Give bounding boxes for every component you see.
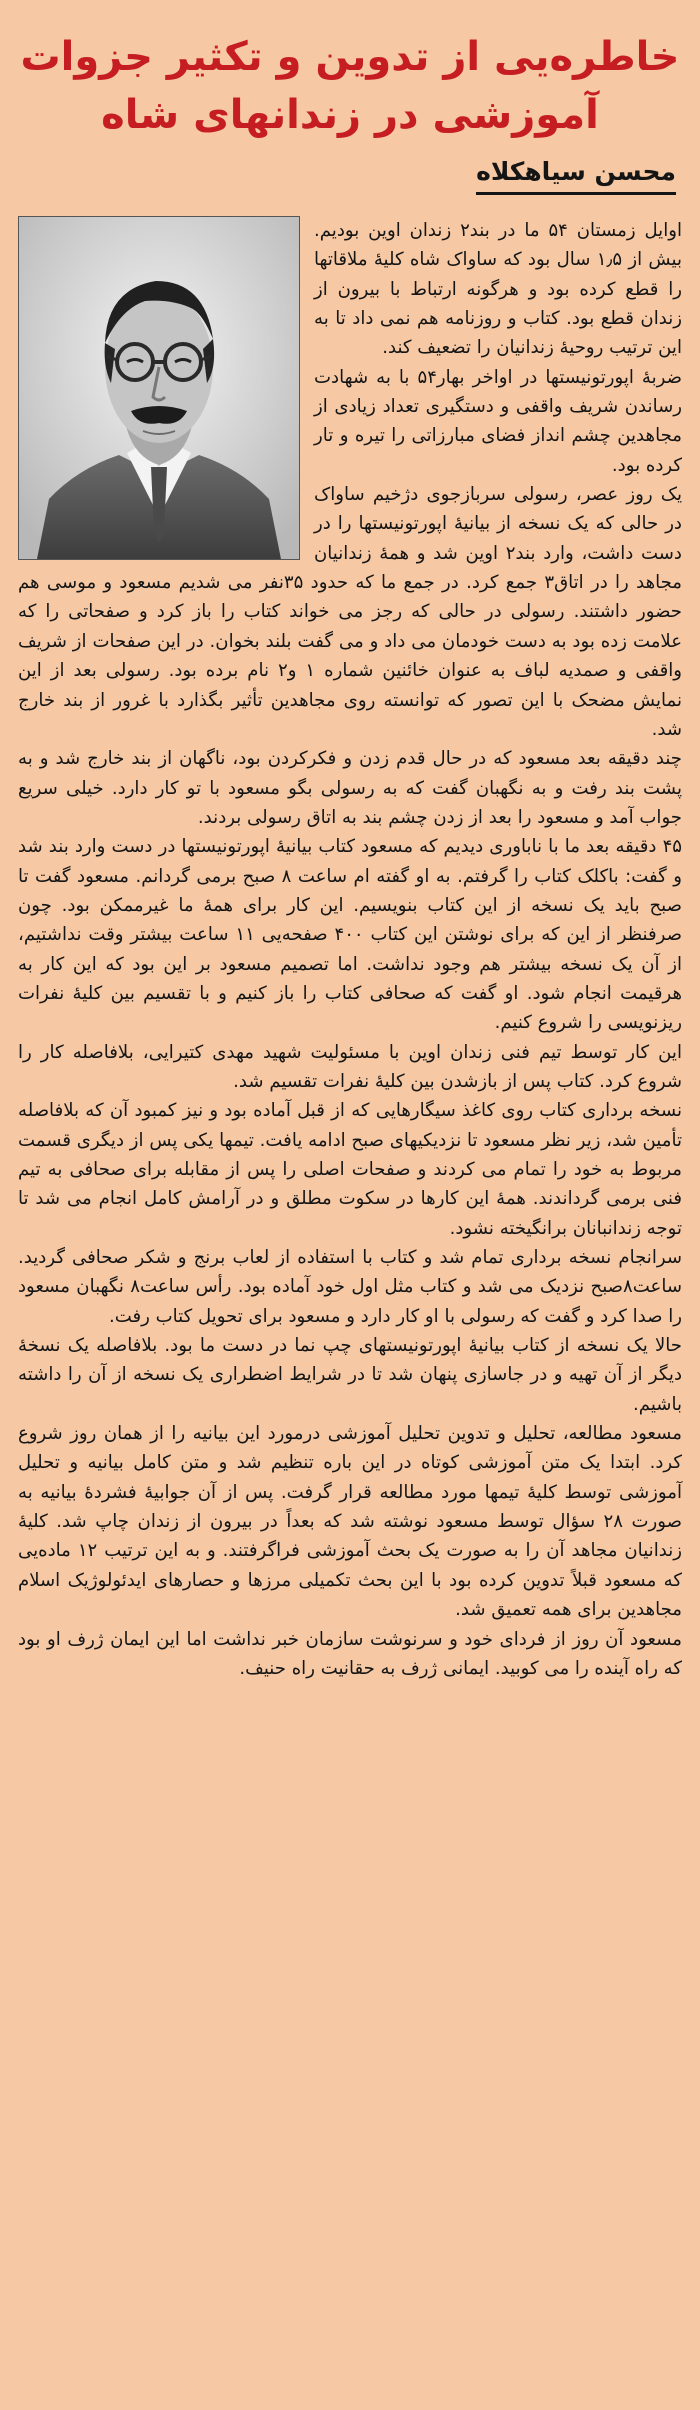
article-paragraph-4: چند دقیقه بعد مسعود که در حال قدم زدن و فکرکردن بود، ناگهان از بند خارج شد و به پشت بند رفت و به نگهبان گفت که به رسولی بگو مسعود با تو کار دارد. خیلی سریع جواب آمد و مسعود را بعد از زدن چشم بند به اتاق رسولی بردند. [18, 748, 682, 828]
article-paragraph-11: مسعود آن روز از فردای خود و سرنوشت سازمان خبر نداشت اما این ایمان ژرف او بود که راه آینده را می کوبید. ایمانی ژرف به حقانیت راه حنیف. [18, 1628, 682, 1679]
article-body [18, 216, 682, 1683]
article-paragraph-1: اوایل زمستان ۵۴ ما در بند۲ زندان اوین بودیم. بیش از ۱٫۵ سال بود که ساواک شاه کلیهٔ ملاقاتها را قطع کرده بود و هرگونه ارتباط با بیرون از زندان قطع بود. کتاب و روزنامه هم نمی داد تا به این ترتیب روحیهٔ زندانیان را تضعیف کند. [314, 220, 682, 359]
byline-row [18, 154, 682, 196]
article-paragraph-9: حالا یک نسخه از کتاب بیانیهٔ اپورتونیستهای چپ نما در دست ما بود. بلافاصله یک نسخهٔ دیگر از آن تهیه و در جاسازی پنهان شد تا در شرایط اضطراری یک نسخه از آن را داشته باشیم. [18, 1335, 682, 1415]
article-paragraph-6: این کار توسط تیم فنی زندان اوین با مسئولیت شهید مهدی کتیرایی، بلافاصله کار را شروع کرد. کتاب پس از بازشدن بین کلیهٔ نفرات تقسیم شد. [18, 1041, 682, 1092]
author-photo [18, 216, 300, 560]
article-title: خاطره‌یی از تدوین و تکثیر جزوات آموزشی در زندانهای شاه [20, 34, 680, 138]
article-paragraph-8: سرانجام نسخه برداری تمام شد و کتاب با استفاده از لعاب برنج و شکر صحافی گردید. ساعت۸صبح نزدیک می شد و کتاب مثل اول خود آماده بود. رأس ساعت۸ نگهبان مسعود را صدا کرد و گفت که رسولی با او کار دارد و مسعود برای تحویل کتاب رفت. [18, 1247, 682, 1327]
article-paragraph-7: نسخه برداری کتاب روی کاغذ سیگارهایی که از قبل آماده بود و نیز کمبود آن که بلافاصله تأمین شد، زیر نظر مسعود تا نزدیکیهای صبح ادامه یافت. تیمها یکی پس از دیگری قسمت مربوط به خود را تمام می کردند و صفحات اصلی را پس از مقابله برای صحافی به تیم فنی برمی گرداندند. همهٔ این کارها در سکوت مطلق و در آرامش کامل انجام می شد تا توجه زندانبانان برانگیخته نشود. [18, 1100, 682, 1239]
portrait-illustration [19, 217, 299, 559]
article-paragraph-3: یک روز عصر، رسولی سربازجوی دژخیم ساواک در حالی که یک نسخه از بیانیهٔ اپورتونیستها را در دست داشت، وارد بند۲ اوین شد و همهٔ زندانیان مجاهد را در اتاق۳ جمع کرد. در جمع ما که حدود ۳۵نفر می شدیم مسعود و موسی هم حضور داشتند. رسولی در حالی که رجز می خواند کتاب را باز کرد و صفحاتی را که علامت زده بود به دست خودمان می داد و می گفت بلند بخوان. در این صفحات از شریف واقفی و صمدیه لباف به عنوان خائنین شماره ۱ و۲ نام برده بود. رسولی بعد از این نمایش مضحک با این تصور که توانسته روی مجاهدین تأثیر بگذارد با غرور از بند خارج شد. [18, 484, 682, 740]
article-paragraph-2: ضربهٔ اپورتونیستها در اواخر بهار۵۴ با به شهادت رساندن شریف واقفی و دستگیری تعداد زیادی از مجاهدین چشم انداز فضای مبارزاتی را تیره و تار کرده بود. [314, 366, 682, 476]
article-paragraph-10: مسعود مطالعه، تحلیل و تدوین تحلیل آموزشی درمورد این بیانیه را از همان روز شروع کرد. ابتدا یک متن آموزشی کوتاه در این باره تنظیم شد و متن کامل بیانیه و تحلیل آموزشی توسط کلیهٔ تیمها مورد مطالعه قرار گرفت. پس از آن جوابیهٔ فشردهٔ بیانیه به صورت ۲۸ سؤال توسط مسعود نوشته شد که بعداً در بیرون از زندان چاپ شد. کلیهٔ زندانیان مجاهد آن را به صورت یک بحث آموزشی فراگرفتند. و به این ترتیب ۱۲ ماده‌یی که مسعود قبلاً تدوین کرده بود با این بحث تکمیلی مرزها و حصارهای ایدئولوژیک اسلام مجاهدین برای همه تعمیق شد. [18, 1423, 682, 1621]
author-byline: محسن سیاهکلاه [476, 154, 676, 195]
article-paragraph-5: ۴۵ دقیقه بعد ما با ناباوری دیدیم که مسعود کتاب بیانیهٔ اپورتونیستها در دست وارد بند شد و گفت: باکلک کتاب را گرفتم. به او گفته ام ساعت ۸ صبح برمی گردانم. مسعود گفت تا صبح باید یک نسخه از این کتاب بنویسیم. این کار برای همهٔ ما غیرممکن بود. چون صرفنظر از این که برای نوشتن این کتاب ۴۰۰ صفحه‌یی ۱۱ ساعت بیشتر وقت نداشتیم، از آن یک نسخه بیشتر هم وجود نداشت. اما تصمیم مسعود بر این بود که این کار به هرقیمت انجام شود. او گفت که صحافی کتاب را باز کنیم و با تقسیم بین کلیهٔ نفرات ریزنویسی را شروع کنیم. [18, 836, 683, 1034]
